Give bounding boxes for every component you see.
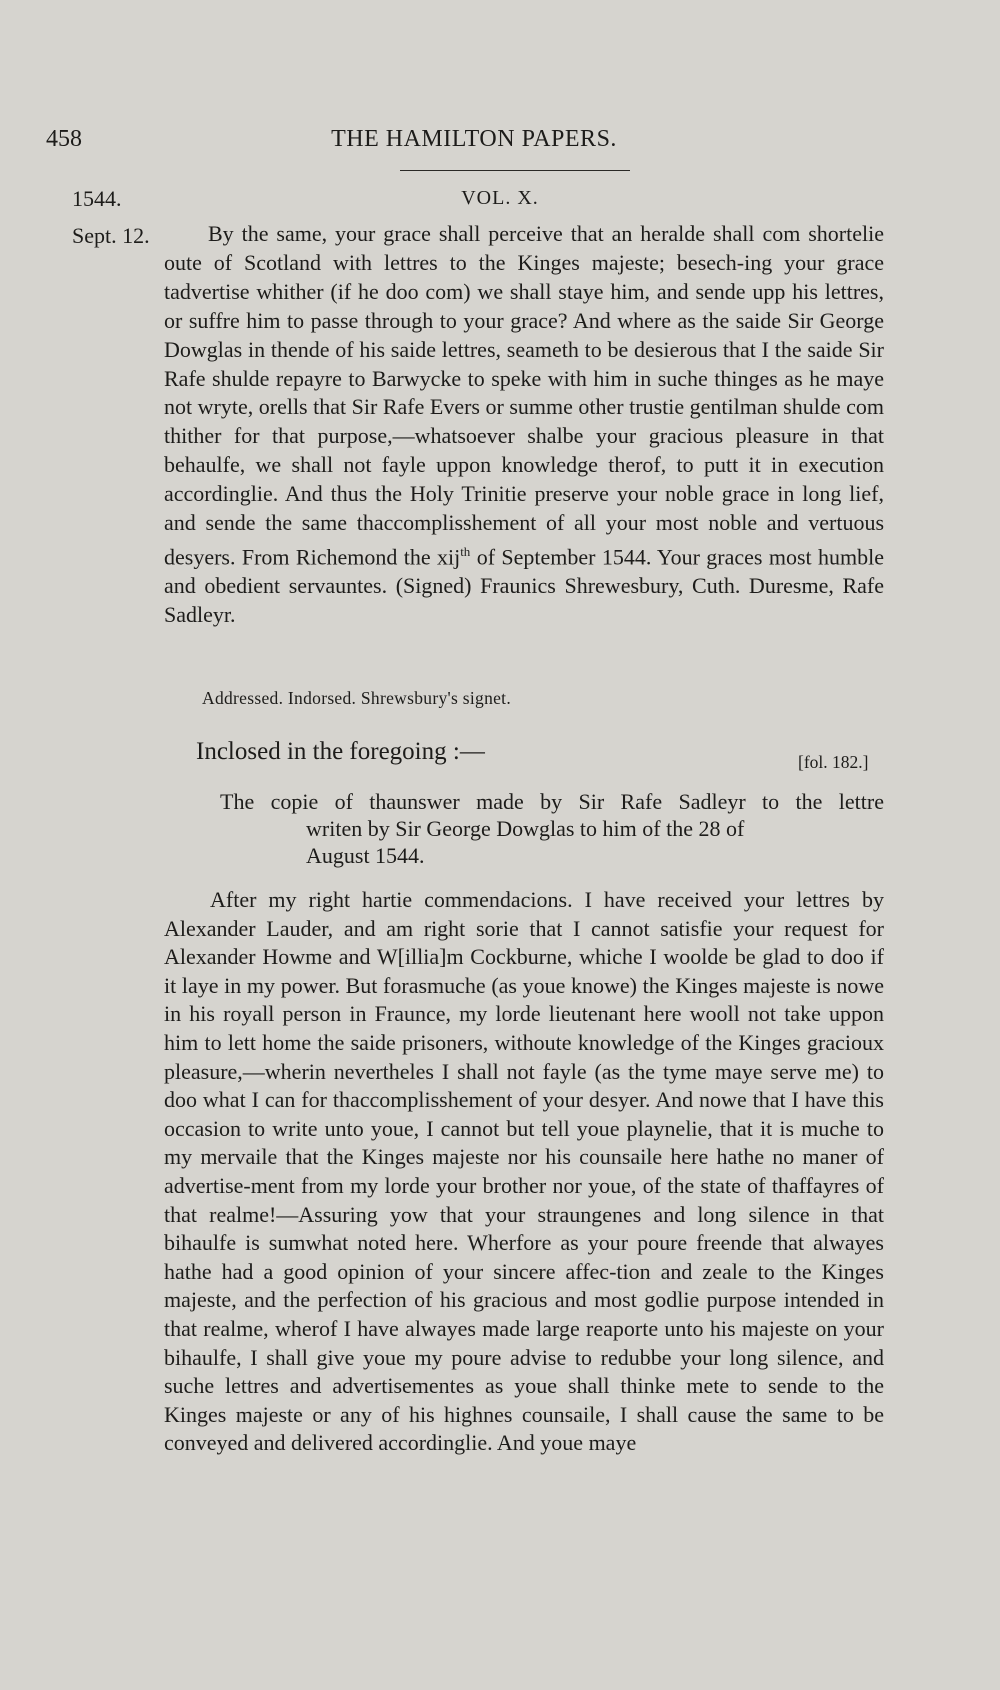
superscript: th — [460, 543, 471, 559]
inclosure-paragraph: After my right hartie commendacions. I have received your lettres by Alexander Lauder, and am right sorie that I cannot satisfie your request for Alexander Howme and W[illia]m Cockburne, whiche I woolde be glad to doo if it laye in my power. But forasmuche (as youe knowe) the Kinges majeste is nowe in his royall person in Fraunce, my lorde lieutenant here wooll not take uppon him to lett home the saide prisoners, withoute knowledge of the Kinges gracioux pleasure,—wherin nevertheles I shall not fayle (as the tyme maye serve me) to doo what I can for thaccomplisshement of your desyer. And nowe that I have this occasion to write unto youe, I cannot but tell youe playnelie, that it is muche to my mervaile that the Kinges majeste nor his counsaile here hathe no maner of advertise-ment from my lorde your brother nor youe, of the state of thaffayres of that realme!—Assuring yow that your straungenes and long silence in that bihaulfe is sumwhat noted here. Wherfore as your poure freende that alwayes hathe had a good opinion of your sincere affec-tion and zeale to the Kinges majeste, and the perfection of his gracious and most godlie purpose intended in that realme, wherof I have alwayes made large reaporte unto his majeste on your bihaulfe, I shall give youe my poure advise to redubbe your long silence, and suche lettres and advertisementes as youe shall thinke mete to sende to the Kinges majeste or any of his highnes counsaile, I shall cause the same to be conveyed and delivered accordinglie. And youe maye — [164, 887, 884, 1456]
endorsement-note: Addressed. Indorsed. Shrewsbury's signet. — [202, 688, 512, 708]
title-rule — [400, 170, 630, 171]
inclosure-heading: Inclosed in the foregoing :— — [196, 738, 485, 765]
page-header — [46, 126, 902, 160]
copy-title-line: The copie of thaunswer made by Sir Rafe Sadleyr to the lettre — [220, 789, 884, 814]
copy-title — [220, 788, 884, 869]
letter-paragraph — [164, 220, 884, 630]
margin-year: 1544. — [72, 186, 122, 211]
letter-text-end: of September 1544. Your graces most humble and obedient servauntes. (Signed) Fraunics Shrewesbury, Cuth. Duresme, Rafe Sadleyr. — [164, 544, 884, 628]
running-title: THE HAMILTON PAPERS. — [331, 126, 617, 152]
volume-label: VOL. X. — [461, 187, 539, 209]
copy-title-line: August 1544. — [306, 843, 425, 868]
letter-text: By the same, your grace shall perceive that an heralde shall com shortelie oute of Scotland with lettres to the Kinges majeste; besech-ing your grace tadvertise whither (if he doo com) we shall staye him, and sende upp his lettres, or suffre him to passe through to your grace? And where as the saide Sir George Dowglas in thende of his saide lettres, seameth to be desierous that I the saide Sir Rafe shulde repayre to Barwycke to speke with him in suche thinges as he maye not wryte, orells that Sir Rafe Evers or summe other trustie gentilman shulde com thither for that purpose,—whatsoever shalbe your gracious pleasure in that behaulfe, we shall not fayle uppon knowledge therof, to putt it in execution accordinglie. And thus the Holy Trinitie preserve your noble grace in long lief, and sende the same thaccomplisshement of all your most noble and vertuous desyers. From Richemond the xij — [164, 221, 884, 570]
margin-date: Sept. 12. — [72, 223, 150, 248]
copy-title-line: writen by Sir George Dowglas to him of the 28 of — [306, 816, 745, 841]
page-number: 458 — [46, 126, 82, 152]
folio-reference: [fol. 182.] — [798, 752, 869, 772]
